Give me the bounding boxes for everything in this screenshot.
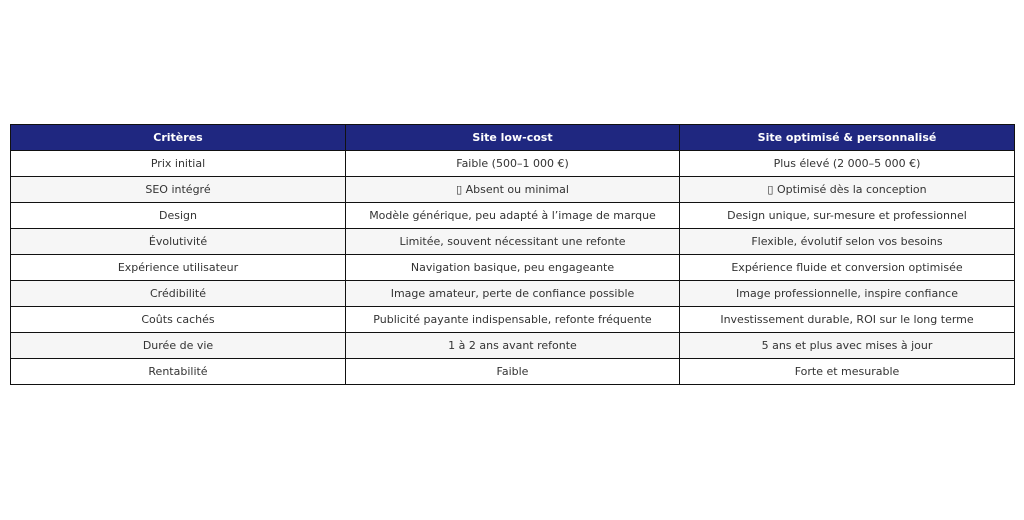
row-optimized-value: Investissement durable, ROI sur le long terme: [680, 307, 1015, 333]
header-low-cost: Site low-cost: [346, 125, 680, 151]
row-optimized-value: Image professionnelle, inspire confiance: [680, 281, 1015, 307]
row-criterion: Durée de vie: [11, 333, 346, 359]
row-criterion: Prix initial: [11, 151, 346, 177]
row-optimized-value: Design unique, sur-mesure et professionnel: [680, 203, 1015, 229]
table-row: [11, 177, 1015, 203]
row-low-cost-value: Faible: [346, 359, 680, 385]
table-row: [11, 333, 1015, 359]
row-optimized-value: 5 ans et plus avec mises à jour: [680, 333, 1015, 359]
row-low-cost-value: Navigation basique, peu engageante: [346, 255, 680, 281]
table-row: [11, 307, 1015, 333]
header-optimized: Site optimisé & personnalisé: [680, 125, 1015, 151]
row-criterion: Crédibilité: [11, 281, 346, 307]
row-optimized-value: ▯ Optimisé dès la conception: [680, 177, 1015, 203]
table-row: [11, 203, 1015, 229]
row-low-cost-value: Modèle générique, peu adapté à l’image de marque: [346, 203, 680, 229]
table-row: [11, 359, 1015, 385]
row-low-cost-value: Faible (500–1 000 €): [346, 151, 680, 177]
row-criterion: Évolutivité: [11, 229, 346, 255]
row-optimized-value: Plus élevé (2 000–5 000 €): [680, 151, 1015, 177]
row-low-cost-value: 1 à 2 ans avant refonte: [346, 333, 680, 359]
comparison-table: [10, 124, 1015, 385]
row-low-cost-value: Image amateur, perte de confiance possible: [346, 281, 680, 307]
row-criterion: SEO intégré: [11, 177, 346, 203]
row-optimized-value: Forte et mesurable: [680, 359, 1015, 385]
table-header-row: [11, 125, 1015, 151]
row-low-cost-value: Publicité payante indispensable, refonte fréquente: [346, 307, 680, 333]
header-criteria: Critères: [11, 125, 346, 151]
row-low-cost-value: ▯ Absent ou minimal: [346, 177, 680, 203]
row-optimized-value: Expérience fluide et conversion optimisée: [680, 255, 1015, 281]
row-criterion: Coûts cachés: [11, 307, 346, 333]
table-row: [11, 151, 1015, 177]
row-low-cost-value: Limitée, souvent nécessitant une refonte: [346, 229, 680, 255]
comparison-table-container: [10, 124, 1014, 385]
row-criterion: Design: [11, 203, 346, 229]
table-row: [11, 229, 1015, 255]
table-row: [11, 255, 1015, 281]
row-criterion: Expérience utilisateur: [11, 255, 346, 281]
table-row: [11, 281, 1015, 307]
row-criterion: Rentabilité: [11, 359, 346, 385]
row-optimized-value: Flexible, évolutif selon vos besoins: [680, 229, 1015, 255]
